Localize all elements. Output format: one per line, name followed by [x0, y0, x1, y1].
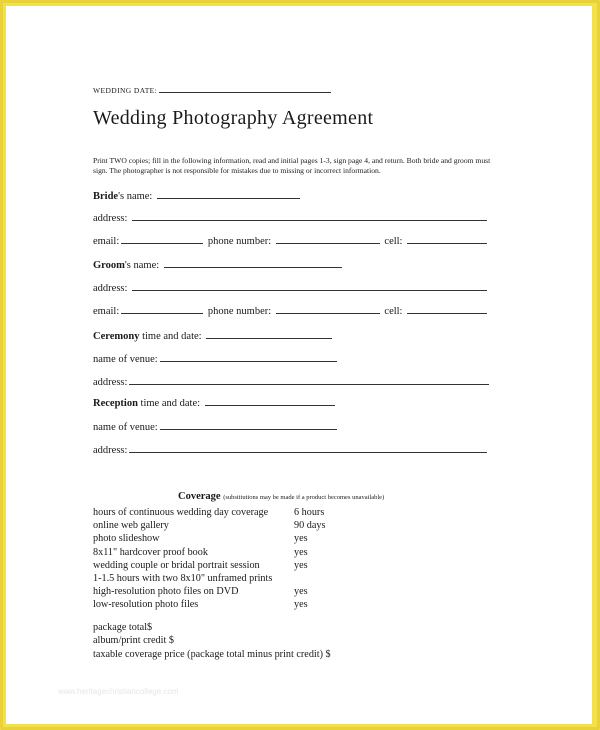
page-title: Wedding Photography Agreement	[93, 107, 374, 129]
coverage-item-value: 90 days	[294, 520, 326, 532]
groom-name-field[interactable]	[164, 258, 342, 268]
coverage-item-value: 6 hours	[294, 507, 325, 518]
bride-email-field[interactable]	[121, 234, 203, 244]
groom-address-row	[93, 281, 489, 294]
bride-phone-label: phone number:	[207, 236, 272, 247]
wedding-date-label: WEDDING DATE:	[93, 86, 158, 95]
groom-name-row	[93, 258, 344, 271]
bride-name-row	[93, 189, 302, 202]
ceremony-time-row	[93, 329, 334, 342]
reception-venue-row	[93, 420, 339, 433]
groom-label-rest: 's name:	[124, 260, 160, 271]
ceremony-label-bold: Ceremony	[93, 331, 140, 342]
bride-email-label: email:	[93, 236, 120, 247]
bride-cell-label: cell:	[384, 236, 403, 247]
bride-label-bold: Bride	[93, 191, 119, 202]
document-page	[6, 6, 592, 724]
reception-address-row	[93, 443, 489, 456]
ceremony-time-field[interactable]	[206, 329, 332, 339]
groom-cell-field[interactable]	[407, 304, 487, 314]
ceremony-address-field[interactable]	[129, 375, 489, 385]
reception-address-label: address:	[93, 445, 128, 456]
coverage-item-label: high-resolution photo files on DVD	[93, 586, 239, 598]
reception-label-rest: time and date:	[137, 398, 201, 409]
taxable-coverage-price: taxable coverage price (package total minus print credit) $	[93, 649, 331, 660]
groom-label-bold: Groom	[93, 260, 125, 271]
ceremony-address-label: address:	[93, 377, 128, 388]
reception-venue-label: name of venue:	[93, 422, 158, 433]
coverage-item-value: yes	[294, 546, 308, 558]
groom-cell-label: cell:	[384, 306, 403, 317]
coverage-item-value: yes	[294, 599, 308, 611]
coverage-item-label: wedding couple or bridal portrait session	[93, 559, 260, 571]
reception-time-field[interactable]	[205, 396, 335, 406]
ceremony-label-rest: time and date:	[139, 331, 202, 342]
bride-contact-row	[93, 234, 489, 247]
coverage-item-label: hours of continuous wedding day coverage	[93, 507, 269, 518]
coverage-item-value: yes	[294, 586, 308, 598]
reception-address-field[interactable]	[129, 443, 487, 453]
groom-email-label: email:	[93, 306, 120, 317]
bride-address-label: address:	[93, 213, 128, 224]
groom-address-label: address:	[93, 283, 128, 294]
coverage-item-value: yes	[294, 533, 308, 545]
ceremony-address-row	[93, 375, 491, 388]
bride-address-row	[93, 211, 489, 224]
ceremony-venue-label: name of venue:	[93, 354, 158, 365]
reception-venue-field[interactable]	[160, 420, 337, 430]
reception-time-row	[93, 396, 337, 409]
groom-contact-row	[93, 304, 489, 317]
coverage-heading	[178, 491, 384, 502]
bride-address-field[interactable]	[132, 211, 487, 221]
groom-phone-label: phone number:	[207, 306, 272, 317]
wedding-date-line	[93, 85, 333, 95]
ceremony-venue-row	[93, 352, 339, 365]
coverage-item-label: 1-1.5 hours with two 8x10" unframed prints	[93, 573, 273, 584]
ceremony-venue-field[interactable]	[160, 352, 337, 362]
album-print-credit: album/print credit $	[93, 635, 174, 646]
bride-phone-field[interactable]	[276, 234, 380, 244]
groom-phone-field[interactable]	[276, 304, 380, 314]
watermark: www.heritagechristiancollege.com	[58, 687, 179, 696]
intro-text: Print TWO copies; fill in the following information, read and initial pages 1-3, sign page 4, and return. Both bride and groom must sign. The photographer is not responsible for mistakes due to missing or incorrect information.	[93, 156, 491, 175]
package-total: package total$	[93, 622, 153, 633]
coverage-note: (substitutions may be made if a product becomes unavailable)	[223, 494, 385, 501]
coverage-item-label: low-resolution photo files	[93, 599, 199, 611]
bride-cell-field[interactable]	[407, 234, 487, 244]
wedding-date-field[interactable]	[159, 85, 331, 93]
reception-label-bold: Reception	[93, 398, 138, 409]
coverage-item-label: online web gallery	[93, 520, 169, 532]
coverage-item-label: 8x11" hardcover proof book	[93, 546, 208, 558]
coverage-item-value: yes	[294, 559, 308, 571]
coverage-title: Coverage	[178, 491, 221, 502]
bride-name-field[interactable]	[157, 189, 300, 199]
bride-label-rest: 's name:	[118, 191, 153, 202]
groom-address-field[interactable]	[132, 281, 487, 291]
coverage-item-label: photo slideshow	[93, 533, 160, 545]
groom-email-field[interactable]	[121, 304, 203, 314]
